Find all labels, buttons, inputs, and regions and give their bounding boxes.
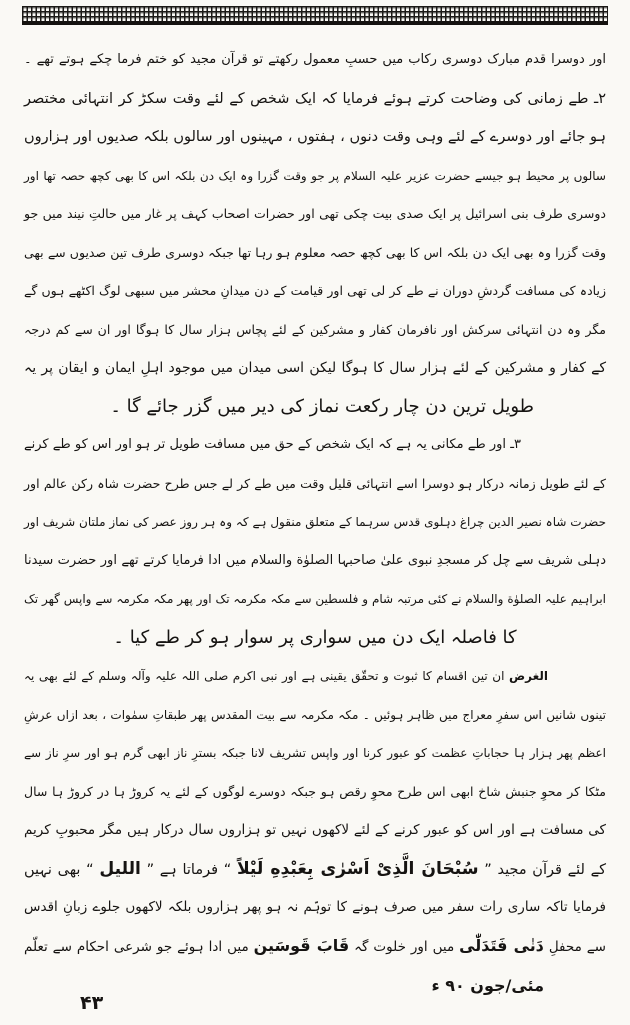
emphasis-lead-word: الغرض <box>509 669 548 683</box>
text-line: ابراہیم علیہ الصلوٰة والسلام نے کئی مرتبہ شام و فلسطین سے مکہ مکرمہ تک اور پھر مکہ مکرمہ سے واپس گھر تک <box>24 592 606 606</box>
issue-date: مئی/جون ۹۰ ء <box>431 976 544 995</box>
header-ornament-border <box>22 6 608 25</box>
surah-name: اللیل <box>99 858 141 879</box>
text-line-para4-start <box>24 657 606 696</box>
text-line: دہلی شریف سے چل کر مسجدِ نبوی علیٰ صاحبہا الصلوٰة والسلام میں ادا فرمایا کرتے تھے اور حضرت سیدنا <box>24 552 606 568</box>
text-segment: میں ادا ہوئے جو شرعی احکام سے تعلّم <box>24 938 254 955</box>
text-line: سالوں پر محیط ہو جیسے حضرت عزیر علیہ السلام پر جو وقت گزرا وہ ایک دن بلکہ اس کا بھی کچھ حصہ تھا اور <box>24 168 606 183</box>
text-line: مگر وہ دن انتہائی سرکش اور نافرمان کفار و مشرکین کے لئے پچاس ہزار سال کا ہوگا اور ان سے کم درجہ <box>24 321 606 337</box>
text-line: دوسری طرف بنی اسرائیل پر ایک صدی بیت چکی تھی اور حضرات اصحاب کہف پر غار میں حالتِ نیند میں جو <box>24 206 606 221</box>
text-line: کے کفار و مشرکین کے لئے ہزار سال کا ہوگا لیکن اسی میدان میں موجود اہلِ ایمان و ایقان پر یہ <box>24 360 606 376</box>
quran-phrase-qaba-qausain: قَابَ قَوسَین <box>253 935 350 955</box>
text-line: زیادہ کی مسافت گردشِ دوران نے طے کر لی تھی اور قیامت کے دن میدانِ محشر میں سبھی لوگ اکٹھے ہوں گے <box>24 283 606 298</box>
quran-phrase-dana: دَنٰی فَتَدَلّٰی <box>459 935 544 955</box>
text-segment: میں اور خلوت گہ <box>349 938 460 955</box>
page-number: ۴۳ <box>80 992 104 1014</box>
text-line-para2-start: ۲ـ طے زمانی کی وضاحت کرتے ہوئے فرمایا کہ ایک شخص کے لئے وقت سکڑ کر انتہائی مختصر <box>24 90 606 107</box>
text-line: ہو جائے اور دوسرے کے لئے وہی وقت دنوں ، ہفتوں ، مہینوں اور سالوں بلکہ صدیوں اور ہزاروں <box>24 129 606 145</box>
text-line: فرمایا تاکہ ساری رات سفر میں صرف ہونے کا توہّم نہ ہو پھر ہزاروں بلکہ لاکھوں جلوے زبانِ اقدس <box>24 899 606 915</box>
text-line-para3-end: کا فاصلہ ایک دن میں سواری پر سوار ہو کر طے کیا ۔ <box>113 626 517 648</box>
text-segment: سے محفلِ <box>543 938 606 955</box>
text-line-para2-end: طویل ترین دن چار رکعت نماز کی دیر میں گزر جائے گا ۔ <box>110 395 534 417</box>
text-segment: “ بھی نہیں <box>23 861 100 878</box>
text-segment: کے لئے قرآن مجید ” <box>478 861 606 878</box>
text-line: کی مسافت ہے اور اس کو عبور کرنے کے لئے لاکھوں نہیں تو ہزاروں سال درکار ہیں مگر محبوبِ کریم <box>24 822 606 838</box>
text-line-quran-quote <box>24 850 606 889</box>
text-line-para3-start: ۳ـ اور طے مکانی یہ ہے کہ ایک شخص کے حق میں مسافت طویل تر ہو اور اس کو طے کرنے <box>24 437 521 452</box>
text-line: تینوں شانیں اس سفرِ معراج میں ظاہر ہوئیں ۔ مکہ مکرمہ سے بیت المقدس پھر طبقاتِ سمٰوات ، بعد ازاں عرشِ <box>24 707 606 722</box>
quran-verse-text: سُبْحَانَ الَّذِیْ اَسْرٰی بِعَبْدِهِ لَیْلاً <box>236 858 479 879</box>
text-line: اور دوسرا قدم مبارک دوسری رکاب میں حسبِ معمول رکھتے تو قرآن مجید کو ختم فرما چکے ہوتے تھے ۔ <box>24 52 606 67</box>
text-line-quran-words <box>24 927 606 966</box>
text-segment: ان تین اقسام کا ثبوت و تحقّق یقینی ہے اور نبی اکرم صلی اللہ علیہ وآلہ وسلم کے لئے بھی یہ <box>24 669 509 683</box>
body-text <box>24 41 606 965</box>
text-line: اعظم پھر ہزار ہا حجاباتِ عظمت کو عبور کرنا اور واپس تشریف لانا جبکہ بسترِ ناز ابھی گرم ہو اور سرِ ناز سے <box>24 746 606 760</box>
text-line: حضرت شاہ نصیر الدین چراغ دہلوی قدس سرہما کے متعلق منقول ہے کہ وہ ہر روز عصر کی نماز ملتان شریف اور <box>24 515 606 529</box>
text-line: وقت گزرا وہ بھی ایک دن بلکہ اس کا بھی کچھ حصہ معلوم ہو رہا تھا جبکہ دوسری طرف تین صدیوں سے بھی <box>24 244 606 260</box>
text-line: مٹکا کر محوِ جنبش شاخ ابھی اس طرح محوِ رقص ہو جبکہ دوسرے لوگوں کے لئے یہ کروڑ ہا در کروڑ ہا سال <box>24 783 606 799</box>
text-line: کے لئے طویل زمانہ درکار ہو دوسرا اسے انتہائی قلیل وقت میں طے کر لے جس طرح حضرت شاہ رکن عالم اور <box>24 475 606 491</box>
text-segment: “ فرماتا ہے ” <box>140 861 237 878</box>
